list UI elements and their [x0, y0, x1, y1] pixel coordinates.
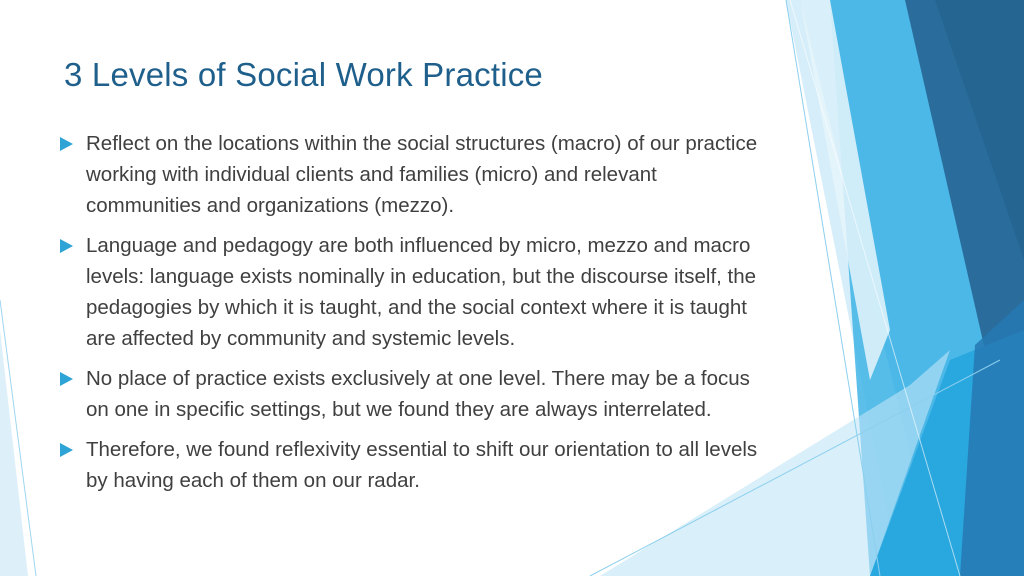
- bullet-arrow-icon: [60, 372, 73, 386]
- bullet-text: Therefore, we found reflexivity essential to shift our orientation to all levels by having each of them on our radar.: [86, 438, 758, 492]
- slide-title: 3 Levels of Social Work Practice: [64, 56, 543, 93]
- bullet-arrow-icon: [60, 137, 73, 151]
- bullet-text: No place of practice exists exclusively at one level. There may be a focus on one in specific settings, but we found they are always interrelated.: [86, 367, 750, 421]
- bullet-arrow-icon: [60, 443, 73, 457]
- bullet-arrow-icon: [60, 239, 73, 253]
- bullet-text: Reflect on the locations within the social structures (macro) of our practice working with individual clients and families (micro) and relevant communities and organizations (mezzo).: [86, 132, 758, 217]
- bullet-text: Language and pedagogy are both influenced by micro, mezzo and macro levels: language exists nominally in education, but the discourse itself, the pedagogies by which it is taught, and the social context where it is taught are affected by community and systemic levels.: [86, 234, 757, 350]
- bullet-item: [56, 230, 776, 354]
- left-accent-shape: [0, 330, 28, 576]
- bullet-list: [56, 128, 776, 505]
- bullet-item: [56, 128, 776, 221]
- bullet-item: [56, 434, 776, 496]
- bullet-item: [56, 363, 776, 425]
